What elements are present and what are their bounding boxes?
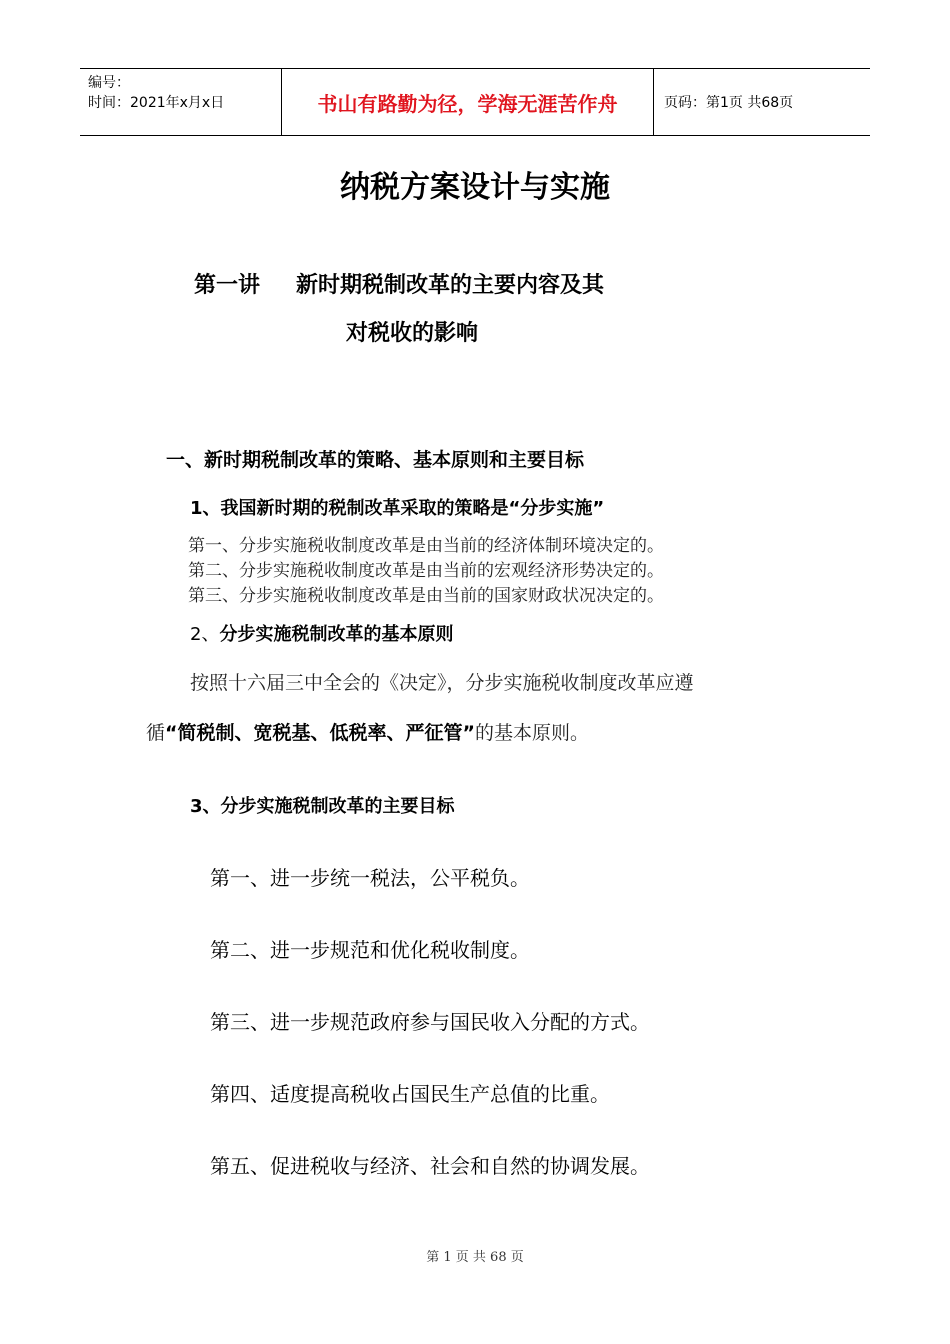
header-motto-cell [282, 69, 654, 135]
principle-suffix: 的基本原则。 [475, 722, 590, 744]
page-info: 页码：第1页 共68页 [664, 95, 794, 111]
goal-item-5: 第五、促进税收与经济、社会和自然的协调发展。 [210, 1154, 650, 1178]
goal-item-1: 第一、进一步统一税法，公平税负。 [210, 866, 530, 890]
subsection-2-heading [190, 620, 453, 646]
lecture-heading [194, 268, 604, 299]
motto: 书山有路勤为径，学海无涯苦作舟 [317, 91, 618, 116]
strategy-item-2: 第二、分步实施税收制度改革是由当前的宏观经济形势决定的。 [188, 561, 664, 581]
strategy-item-3: 第三、分步实施税收制度改革是由当前的国家财政状况决定的。 [188, 586, 664, 606]
goal-item-3: 第三、进一步规范政府参与国民收入分配的方式。 [210, 1010, 650, 1034]
section-heading: 一、新时期税制改革的策略、基本原则和主要目标 [166, 449, 585, 471]
subsection-1-heading: 1、我国新时期的税制改革采取的策略是“分步实施” [190, 498, 605, 519]
subsection-2-title: 分步实施税制改革的基本原则 [219, 624, 454, 645]
page-footer: 第 1 页 共 68 页 [426, 1250, 524, 1265]
lecture-title-line1: 新时期税制改革的主要内容及其 [296, 272, 605, 298]
code-label: 编号： [88, 75, 130, 91]
principle-para-line1: 按照十六届三中全会的《决定》，分步实施税收制度改革应遵 [190, 672, 694, 694]
goal-item-2: 第二、进一步规范和优化税收制度。 [210, 938, 530, 962]
principle-prefix: 循 [146, 722, 166, 744]
subsection-2-num: 2、 [190, 624, 220, 645]
principle-para-line2 [146, 718, 589, 745]
goal-item-4: 第四、适度提高税收占国民生产总值的比重。 [210, 1082, 610, 1106]
document-title: 纳税方案设计与实施 [340, 170, 610, 205]
header-page-cell [654, 69, 870, 135]
time-label: 时间：2021年x月x日 [88, 95, 225, 111]
lecture-title-line2: 对税收的影响 [346, 320, 479, 346]
header-table [80, 68, 870, 136]
header-meta-cell [80, 69, 282, 135]
strategy-item-1: 第一、分步实施税收制度改革是由当前的经济体制环境决定的。 [188, 536, 664, 556]
principle-bold: “简税制、宽税基、低税率、严征管” [165, 722, 475, 744]
subsection-3-heading: 3、分步实施税制改革的主要目标 [190, 796, 455, 817]
lecture-number: 第一讲 [194, 272, 261, 298]
